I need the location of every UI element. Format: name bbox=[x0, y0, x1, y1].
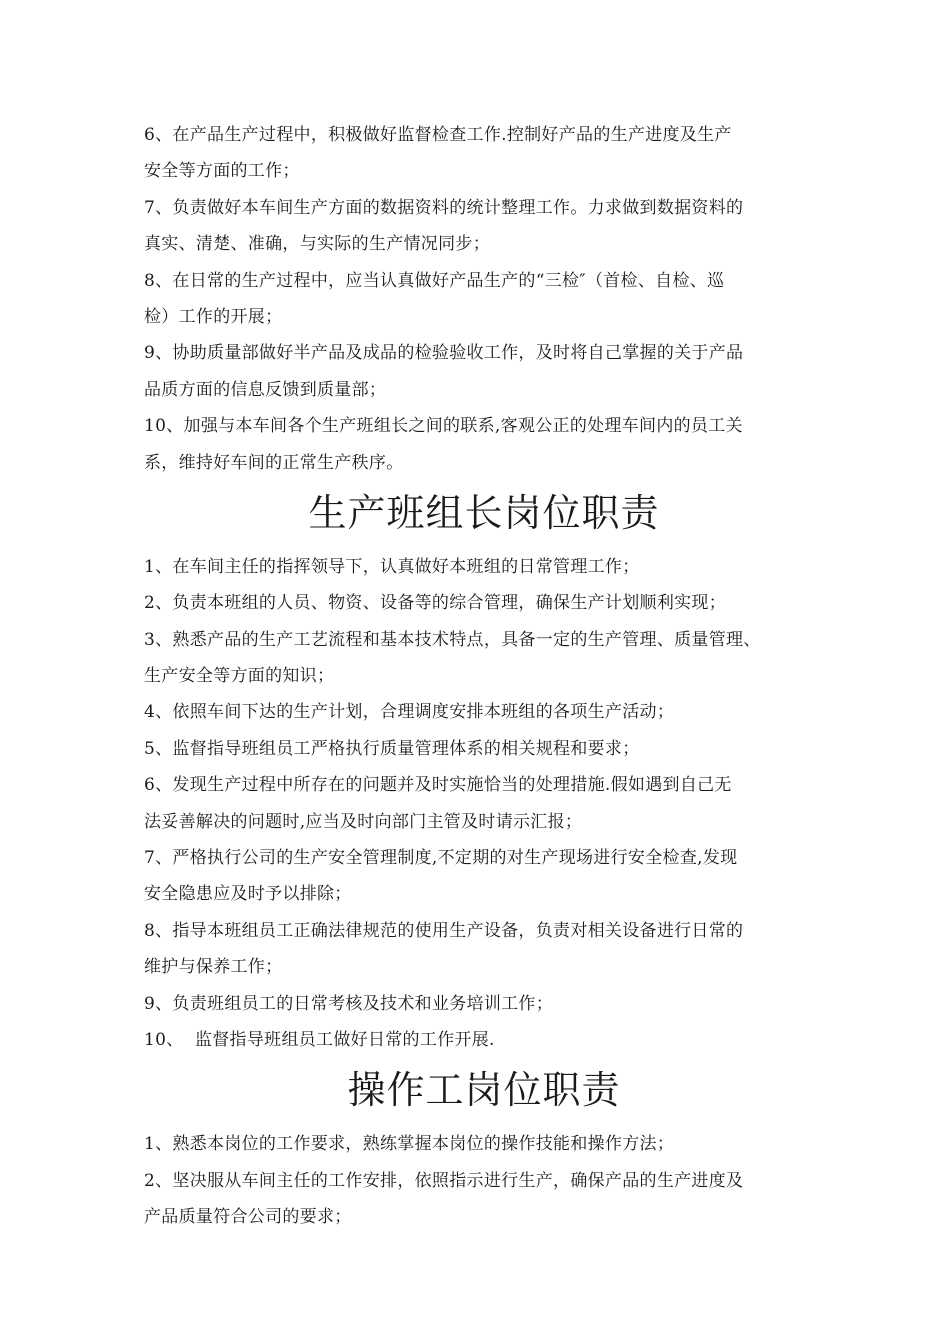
text-line: 2、坚决服从车间主任的工作安排，依照指示进行生产，确保产品的生产进度及 bbox=[144, 1170, 744, 1191]
text-line: 2、负责本班组的人员、物资、设备等的综合管理，确保生产计划顺利实现； bbox=[144, 593, 727, 614]
text-line: 生产安全等方面的知识； bbox=[144, 666, 335, 687]
text-line: 8、指导本班组员工正确法律规范的使用生产设备，负责对相关设备进行日常的 bbox=[144, 920, 744, 941]
document-page bbox=[144, 117, 824, 1236]
text-line: 9、协助质量部做好半产品及成品的检验验收工作，及时将自己掌握的关于产品 bbox=[144, 343, 744, 364]
text-line: 5、监督指导班组员工严格执行质量管理体系的相关规程和要求； bbox=[144, 738, 640, 759]
text-line: 8、在日常的生产过程中，应当认真做好产品生产的“三检″（首检、自检、巡 bbox=[144, 270, 725, 291]
text-line: 7、负责做好本车间生产方面的数据资料的统计整理工作。力求做到数据资料的 bbox=[144, 197, 744, 218]
section-heading: 操作工岗位职责 bbox=[347, 1068, 621, 1113]
text-line: 系，维持好车间的正常生产秩序。 bbox=[144, 452, 404, 473]
text-line: 安全等方面的工作； bbox=[144, 161, 300, 182]
text-line: 6、发现生产过程中所存在的问题并及时实施恰当的处理措施.假如遇到自己无 bbox=[144, 775, 732, 796]
section-operator bbox=[144, 1060, 824, 1235]
text-line: 真实、清楚、准确，与实际的生产情况同步； bbox=[144, 234, 490, 255]
text-line: 7、严格执行公司的生产安全管理制度,不定期的对生产现场进行安全检查,发现 bbox=[144, 848, 738, 869]
text-line: 3、熟悉产品的生产工艺流程和基本技术特点，具备一定的生产管理、质量管理、 bbox=[144, 629, 761, 650]
text-line: 法妥善解决的问题时,应当及时向部门主管及时请示汇报； bbox=[144, 811, 583, 832]
text-line: 维护与保养工作； bbox=[144, 957, 283, 978]
section-continued bbox=[144, 117, 824, 481]
text-line: 10、加强与本车间各个生产班组长之间的联系,客观公正的处理车间内的员工关 bbox=[144, 416, 743, 437]
text-line: 1、在车间主任的指挥领导下，认真做好本班组的日常管理工作； bbox=[144, 556, 640, 577]
text-line: 4、依照车间下达的生产计划，合理调度安排本班组的各项生产活动； bbox=[144, 702, 675, 723]
text-line: 1、熟悉本岗位的工作要求，熟练掌握本岗位的操作技能和操作方法； bbox=[144, 1134, 675, 1155]
text-line: 10、 监督指导班组员工做好日常的工作开展. bbox=[144, 1029, 495, 1050]
text-line: 产品质量符合公司的要求； bbox=[144, 1207, 352, 1228]
text-line: 6、在产品生产过程中，积极做好监督检查工作.控制好产品的生产进度及生产 bbox=[144, 125, 732, 145]
section-heading: 生产班组长岗位职责 bbox=[308, 490, 660, 535]
text-line: 9、负责班组员工的日常考核及技术和业务培训工作； bbox=[144, 993, 554, 1014]
text-line: 安全隐患应及时予以排除； bbox=[144, 884, 352, 905]
section-team-leader bbox=[144, 483, 824, 1058]
text-line: 品质方面的信息反馈到质量部； bbox=[144, 379, 387, 400]
text-line: 检）工作的开展； bbox=[144, 306, 283, 327]
